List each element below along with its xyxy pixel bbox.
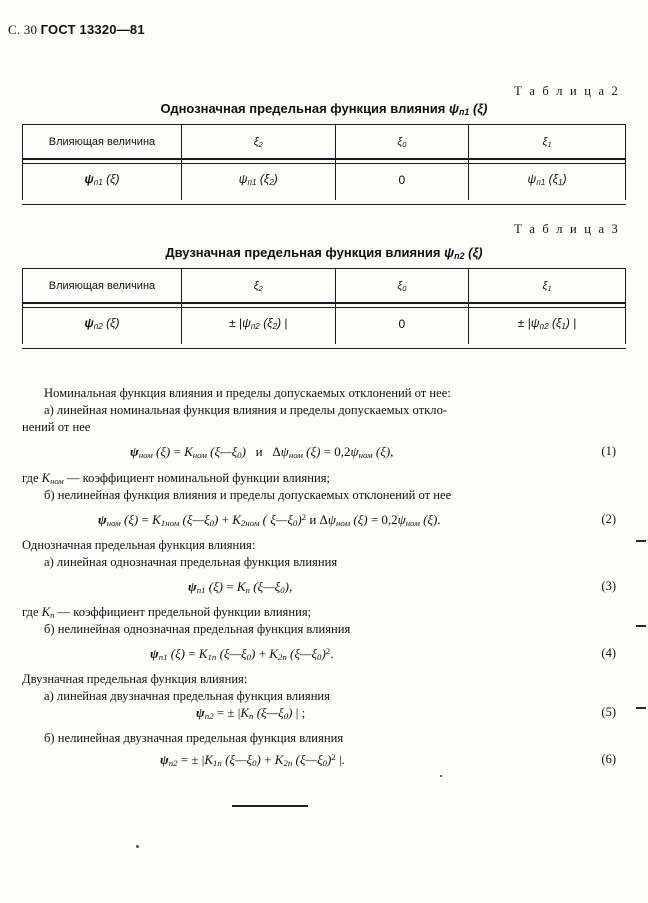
table-2-header-0: Влияющая величина (23, 124, 182, 160)
table-3-mid-rule (22, 302, 626, 304)
table-3-caption: Т а б л и ц а 3 (514, 222, 620, 236)
paragraph-intro: Номинальная функция влияния и пределы допускаемых отклонений от нее: (44, 386, 451, 400)
formula-4: $\psi_{п1}$ $(\xi) = K_{1п}$ $(\xi—\xi_0) + K_{2п}$ $(\xi—\xi_0)^2$. (150, 646, 334, 663)
formula-6-number: (6) (601, 752, 616, 766)
paragraph-4a: а) линейная двузначная предельная функция влияния (44, 689, 330, 703)
table-3-header-1: $\xi_2$ (181, 268, 335, 304)
margin-mark-3 (636, 707, 646, 709)
paragraph-4b: б) нелинейная двузначная предельная функция влияния (44, 731, 344, 745)
table-3-header-0: Влияющая величина (23, 268, 182, 304)
table-3-title: Двузначная предельная функция влияния $\psi_{п2}$ (ξ) (165, 245, 483, 262)
formula-2-number: (2) (601, 512, 616, 526)
table-2-mid-rule (22, 158, 626, 160)
formula-3: $\psi_{п1}$ $(\xi) = K_п$ $(\xi—\xi_0)$, (188, 579, 293, 596)
note-k-p: где $K_п$ — коэффициент предельной функции влияния; (22, 605, 312, 621)
table-2-cell-3: $\psi_{п1}$ $(\xi_1)$ (469, 160, 626, 200)
table-2 (22, 124, 626, 200)
table-3-cell-3: ± $|\psi_{п2}$ $(\xi_1)$ | (469, 304, 626, 344)
table-3-cell-2: 0 (335, 304, 468, 344)
margin-mark-1 (636, 540, 646, 542)
paragraph-2a-cont: нений от нее (22, 420, 91, 434)
table-2-bottom-rule (22, 204, 626, 205)
table-3-mid-rule-2 (22, 307, 626, 308)
formula-1-number: (1) (601, 444, 616, 458)
table-3-header-2: $\xi_0$ (335, 268, 468, 304)
paragraph-2a: а) линейная номинальная функция влияния и пределы допускаемых откло- (44, 403, 448, 417)
paragraph-2b: б) нелинейная функция влияния и пределы допускаемых отклонений от нее (44, 488, 452, 502)
paragraph-3b: б) нелинейная однозначная предельная функция влияния (44, 622, 351, 636)
table-2-cell-0: $\psi_{п1}$ (ξ) (23, 160, 182, 200)
table-row (23, 268, 626, 304)
table-2-caption: Т а б л и ц а 2 (514, 84, 620, 98)
formula-6: $\psi_{п2}$ = ± $|K_{1п}$ $(\xi—\xi_0) + K_{2п}$ $(\xi—\xi_0)^2$ |. (160, 752, 345, 769)
print-speck (136, 845, 139, 848)
table-3-cell-0: $\psi_{п2}$ (ξ) (23, 304, 182, 344)
table-2-cell-1: $\psi_{п1}$ $(\xi_2)$ (181, 160, 335, 200)
note-k-nom: где $K_{ном}$ — коэффициент номинальной функции влияния; (22, 471, 330, 487)
table-2-header-2: $\xi_0$ (335, 124, 468, 160)
page-number: С. 30 (8, 22, 38, 37)
paragraph-3a: а) линейная однозначная предельная функция влияния (44, 555, 338, 569)
formula-3-number: (3) (601, 579, 616, 593)
formula-1: $\psi_{ном}$ $(\xi) = K_{ном}$ $(\xi—\xi_0)$ и $\Delta\psi_{ном}$ $(\xi) = 0,2\psi_{ном}$ (ξ), (130, 444, 394, 461)
table-3-header-3: $\xi_1$ (469, 268, 626, 304)
paragraph-3: Однозначная предельная функция влияния: (22, 538, 256, 552)
formula-4-number: (4) (601, 646, 616, 660)
formula-5-number: (5) (601, 705, 616, 719)
section-end-rule (232, 805, 308, 807)
table-row (23, 124, 626, 160)
table-row (23, 160, 626, 200)
table-3-cell-1: ± $|\psi_{п2}$ $(\xi_2)$ | (181, 304, 335, 344)
table-2-header-1: $\xi_2$ (181, 124, 335, 160)
paragraph-4: Двузначная предельная функция влияния: (22, 672, 248, 686)
margin-mark-2 (636, 625, 646, 627)
table-2-mid-rule-2 (22, 163, 626, 164)
table-3 (22, 268, 626, 344)
table-2-cell-2: 0 (335, 160, 468, 200)
table-2-header-3: $\xi_1$ (469, 124, 626, 160)
page-header (8, 22, 145, 38)
print-speck-2 (440, 775, 442, 777)
standard-designation: ГОСТ 13320—81 (40, 22, 145, 37)
table-2-title: Однозначная предельная функция влияния $\psi_{п1}$ (ξ) (160, 101, 488, 118)
table-3-bottom-rule (22, 348, 626, 349)
formula-5: $\psi_{п2}$ = ± $|K_п$ $(\xi—\xi_0)$ | ; (196, 705, 306, 722)
table-row (23, 304, 626, 344)
formula-2: $\psi_{ном}$ $(\xi) = K_{1ном}$ $(\xi—\xi_0) + K_{2ном}$ ( $\xi—\xi_0)^2$ и $\Delta\psi_{ном}$ $(\xi) = 0,2\psi_{ном}$ (ξ). (98, 512, 441, 529)
